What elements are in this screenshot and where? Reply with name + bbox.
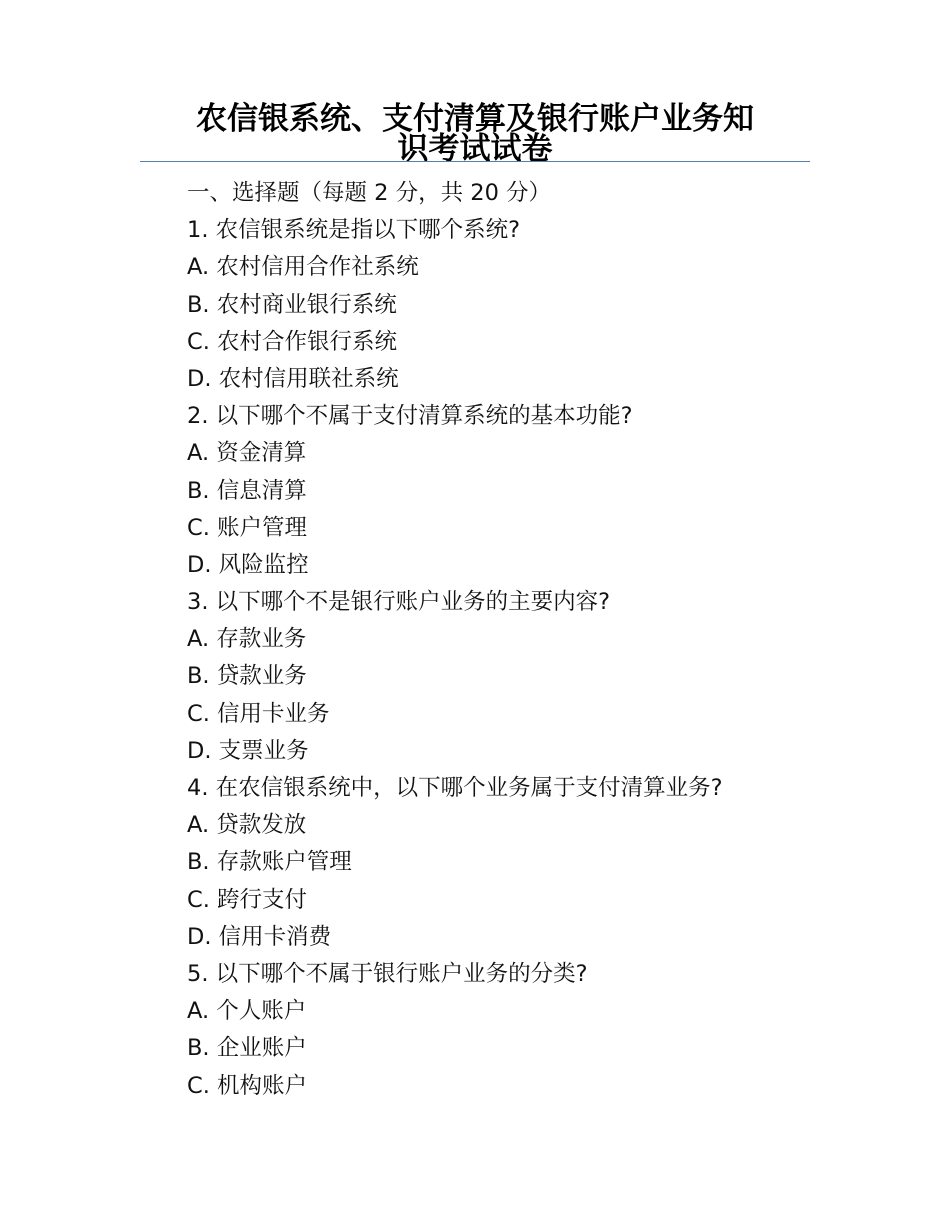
answer-option: C. 信用卡业务 bbox=[187, 700, 330, 727]
question-stem: 5. 以下哪个不属于银行账户业务的分类? bbox=[187, 960, 588, 987]
question-stem: 3. 以下哪个不是银行账户业务的主要内容? bbox=[187, 589, 611, 616]
answer-option: A. 资金清算 bbox=[187, 440, 307, 467]
document-body bbox=[187, 175, 827, 1105]
answer-option: B. 存款账户管理 bbox=[187, 849, 352, 876]
question-stem: 4. 在农信银系统中，以下哪个业务属于支付清算业务? bbox=[187, 775, 723, 801]
answer-option: B. 信息清算 bbox=[187, 477, 307, 504]
answer-option: B. 贷款业务 bbox=[187, 663, 307, 690]
title-line-2: 识考试试卷 bbox=[397, 131, 553, 167]
answer-option: D. 信用卡消费 bbox=[187, 923, 332, 950]
answer-option: A. 贷款发放 bbox=[187, 812, 307, 839]
answer-option: A. 存款业务 bbox=[187, 626, 307, 653]
answer-option: C. 农村合作银行系统 bbox=[187, 328, 398, 355]
answer-option: D. 支票业务 bbox=[187, 737, 309, 764]
answer-option: C. 账户管理 bbox=[187, 514, 308, 541]
answer-option: C. 跨行支付 bbox=[187, 886, 308, 913]
question-stem: 2. 以下哪个不属于支付清算系统的基本功能? bbox=[187, 403, 633, 430]
answer-option: A. 农村信用合作社系统 bbox=[187, 254, 419, 281]
section-heading: 一、选择题（每题 2 分，共 20 分） bbox=[187, 180, 552, 206]
answer-option: D. 农村信用联社系统 bbox=[187, 365, 399, 392]
answer-option: B. 农村商业银行系统 bbox=[187, 291, 397, 318]
answer-option: C. 机构账户 bbox=[187, 1072, 308, 1099]
answer-option: B. 企业账户 bbox=[187, 1035, 307, 1062]
document-title bbox=[140, 101, 810, 167]
answer-option: D. 风险监控 bbox=[187, 551, 309, 578]
title-underline bbox=[140, 161, 810, 162]
answer-option: A. 个人账户 bbox=[187, 998, 307, 1025]
title-line-1: 农信银系统、支付清算及银行账户业务知 bbox=[196, 101, 754, 137]
question-stem: 1. 农信银系统是指以下哪个系统? bbox=[187, 217, 521, 244]
